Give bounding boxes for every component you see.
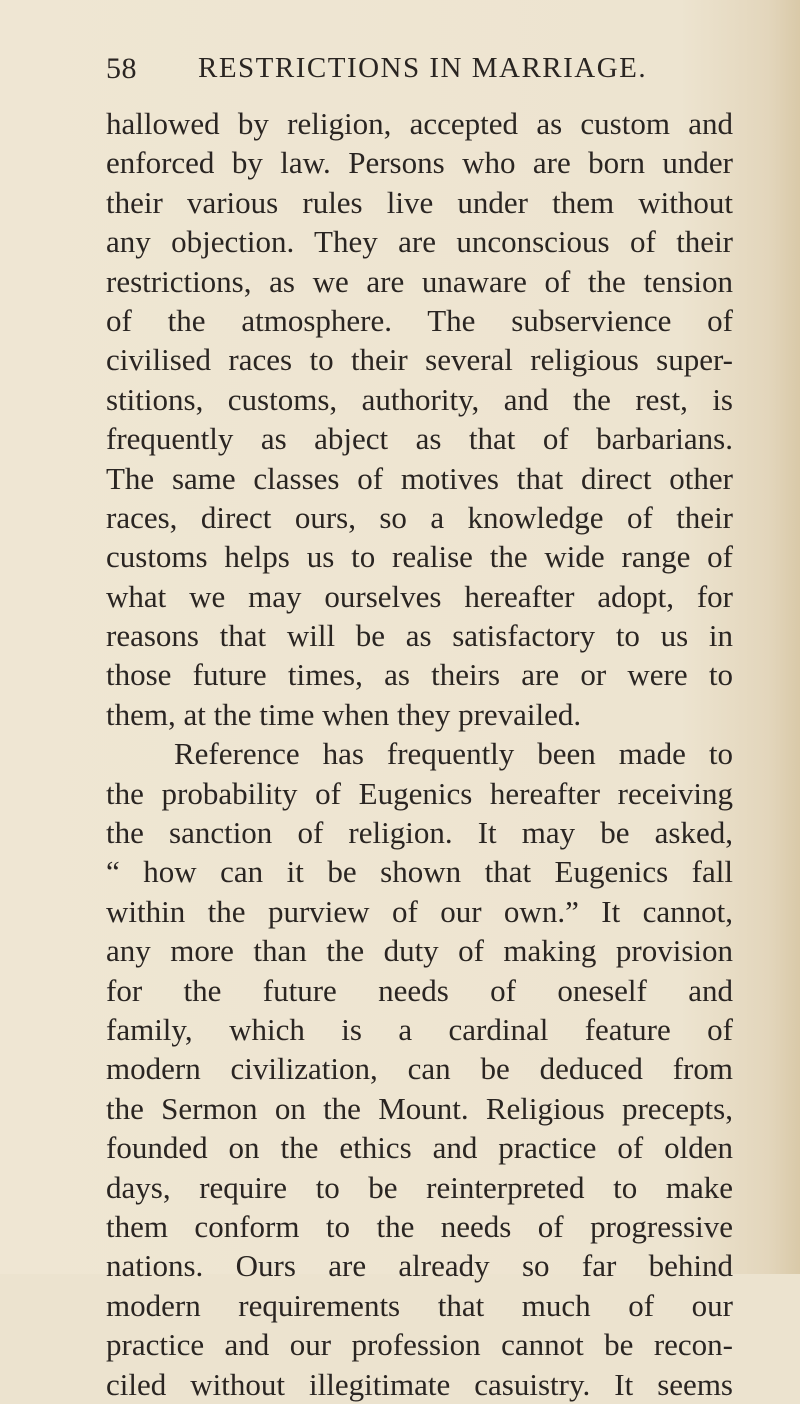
- text-line: the sanction of religion. It may be asked,: [106, 815, 733, 851]
- text-line: races, direct ours, so a knowledge of their: [106, 499, 733, 535]
- page-number: 58: [106, 52, 137, 85]
- text-line: modern civilization, can be deduced from: [106, 1051, 733, 1087]
- running-title: RESTRICTIONS IN MARRIAGE.: [198, 52, 648, 84]
- text-line: “ how can it be shown that Eugenics fall: [106, 854, 733, 890]
- paragraph-end-line: them, at the time when they prevailed.: [106, 696, 582, 732]
- text-line: them conform to the needs of progressive: [106, 1208, 733, 1244]
- text-line: founded on the ethics and practice of olden: [106, 1130, 733, 1166]
- text-line: civilised races to their several religious super-: [106, 342, 733, 378]
- text-line: days, require to be reinterpreted to make: [106, 1169, 733, 1205]
- text-line: restrictions, as we are unaware of the tension: [106, 263, 733, 299]
- text-line: what we may ourselves hereafter adopt, for: [106, 578, 733, 614]
- text-line: practice and our profession cannot be recon-: [106, 1327, 733, 1363]
- text-line: enforced by law. Persons who are born under: [106, 145, 733, 181]
- text-line: ciled without illegitimate casuistry. It seems: [106, 1366, 733, 1402]
- text-line: customs helps us to realise the wide range of: [106, 539, 733, 575]
- page-header: [106, 52, 726, 92]
- text-line: within the purview of our own.” It cannot,: [106, 893, 733, 929]
- text-line: nations. Ours are already so far behind: [106, 1248, 733, 1284]
- text-line: the Sermon on the Mount. Religious precepts,: [106, 1090, 733, 1126]
- text-line: family, which is a cardinal feature of: [106, 1011, 733, 1047]
- text-line: those future times, as theirs are or were to: [106, 657, 733, 693]
- text-line: modern requirements that much of our: [106, 1287, 733, 1323]
- text-line: for the future needs of oneself and: [106, 972, 733, 1008]
- text-line: reasons that will be as satisfactory to us in: [106, 618, 733, 654]
- text-line: any objection. They are unconscious of their: [106, 224, 733, 260]
- text-line: frequently as abject as that of barbarians.: [106, 421, 733, 457]
- body-text: [106, 104, 733, 1404]
- text-line: the probability of Eugenics hereafter receiving: [106, 775, 733, 811]
- text-line: any more than the duty of making provision: [106, 933, 733, 969]
- text-line: of the atmosphere. The subservience of: [106, 302, 733, 338]
- text-line: hallowed by religion, accepted as custom and: [106, 106, 733, 141]
- text-line: The same classes of motives that direct other: [106, 460, 733, 496]
- text-line: their various rules live under them without: [106, 184, 733, 220]
- text-line: stitions, customs, authority, and the rest, is: [106, 381, 733, 417]
- paragraph-start-line: Reference has frequently been made to: [174, 736, 733, 772]
